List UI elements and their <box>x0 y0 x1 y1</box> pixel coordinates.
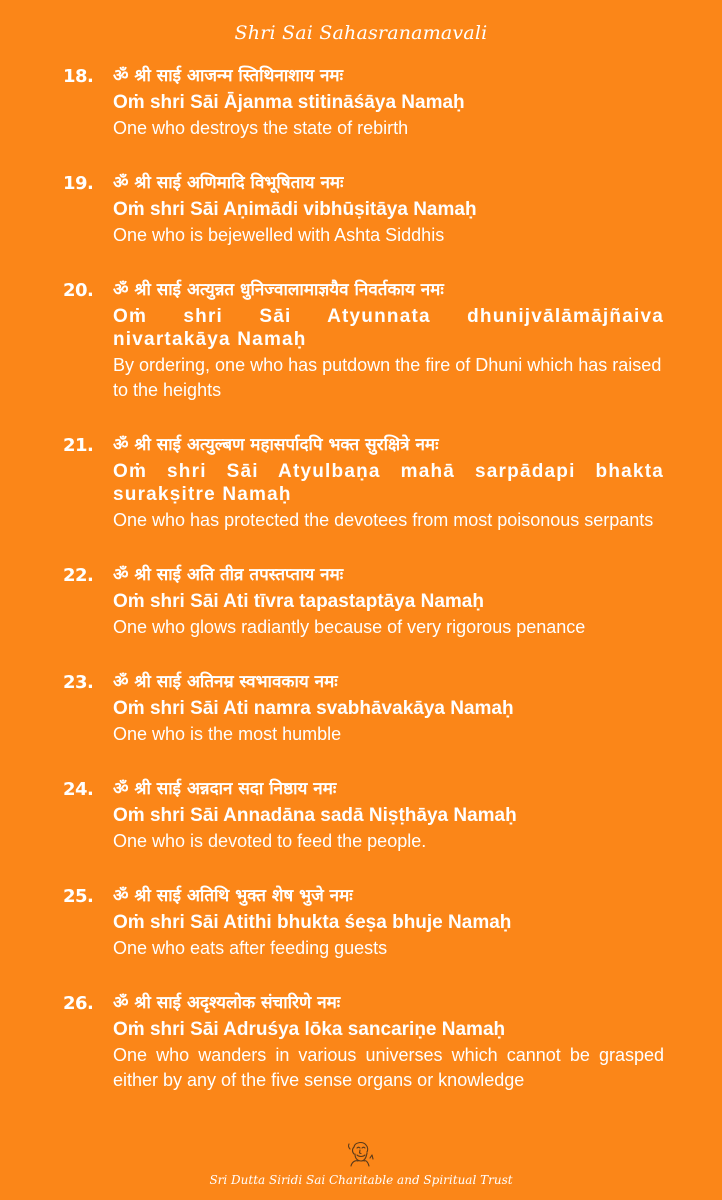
devanagari-line: ॐ श्री साई अत्युल्बण महासर्पादपि भक्त सुरक्षित्रे नमः <box>113 435 439 455</box>
devanagari-line: ॐ श्री साई अति तीव्र तपस्तप्ताय नमः <box>113 565 344 585</box>
entry-number: 25. <box>63 886 94 907</box>
entry-number: 21. <box>63 435 94 456</box>
entry-number: 18. <box>63 66 94 87</box>
devanagari-line: ॐ श्री साई अतिथि भुक्त शेष भुजे नमः <box>113 886 353 906</box>
name-entry-23 <box>0 669 722 747</box>
name-entry-24 <box>0 776 722 854</box>
entries-list <box>0 63 722 1093</box>
transliteration-line: Oṁ shri Sāi Atithi bhukta śeṣa bhuje Namaḥ <box>113 912 512 933</box>
transliteration-line: Oṁ shri Sāi Ati tīvra tapastaptāya Namaḥ <box>113 591 484 612</box>
transliteration-line: Oṁ shri Sāi Annadāna sadā Niṣṭhāya Namaḥ <box>113 805 517 826</box>
meaning-line: One who wanders in various universes which cannot be grasped either by any of the five sense organs or knowledge <box>113 1045 664 1090</box>
meaning-line: One who glows radiantly because of very rigorous penance <box>113 617 586 637</box>
transliteration-line: Oṁ shri Sāi Adruśya lōka sancariṇe Namaḥ <box>113 1019 506 1040</box>
name-entry-22 <box>0 562 722 640</box>
name-entry-18 <box>0 63 722 141</box>
entry-number: 26. <box>63 993 94 1014</box>
name-entry-19 <box>0 170 722 248</box>
entry-number: 24. <box>63 779 94 800</box>
entry-number: 19. <box>63 173 94 194</box>
meaning-line: One who has protected the devotees from most poisonous serpants <box>113 510 654 530</box>
footer-trust-name: Sri Dutta Siridi Sai Charitable and Spiritual Trust <box>209 1173 513 1187</box>
name-entry-25 <box>0 883 722 961</box>
name-entry-21 <box>0 432 722 533</box>
name-entry-26 <box>0 990 722 1093</box>
entry-number: 20. <box>63 280 94 301</box>
devanagari-line: ॐ श्री साई अणिमादि विभूषिताय नमः <box>113 173 344 193</box>
devanagari-line: ॐ श्री साई अन्नदान सदा निष्ठाय नमः <box>113 779 337 799</box>
devanagari-line: ॐ श्री साई अदृश्यलोक संचारिणे नमः <box>113 993 341 1013</box>
transliteration-line: Oṁ shri Sāi Aṇimādi vibhūṣitāya Namaḥ <box>113 199 477 220</box>
transliteration-line: Oṁ shri Sāi Atyulbaṇa mahā sarpādapi bhakta surakṣitre Namaḥ <box>113 461 664 505</box>
meaning-line: One who eats after feeding guests <box>113 938 388 958</box>
entry-number: 23. <box>63 672 94 693</box>
meaning-line: One who destroys the state of rebirth <box>113 118 409 138</box>
meaning-line: One who is the most humble <box>113 724 342 744</box>
devanagari-line: ॐ श्री साई आजन्म स्तिथिनाशाय नमः <box>113 66 344 86</box>
transliteration-line: Oṁ shri Sāi Ati namra svabhāvakāya Namaḥ <box>113 698 514 719</box>
name-entry-20 <box>0 277 722 403</box>
entry-number: 22. <box>63 565 94 586</box>
sai-baba-portrait-icon <box>346 1138 374 1168</box>
transliteration-line: Oṁ shri Sāi Ājanma stitināśāya Namaḥ <box>113 92 465 113</box>
page-title: Shri Sai Sahasranamavali <box>234 22 488 44</box>
devanagari-line: ॐ श्री साई अतिनम्र स्वभावकाय नमः <box>113 672 338 692</box>
devanagari-line: ॐ श्री साई अत्युन्नत धुनिज्वालामाज्ञयैव निवर्तकाय नमः <box>113 280 444 300</box>
meaning-line: One who is devoted to feed the people. <box>113 831 427 851</box>
transliteration-line: Oṁ shri Sāi Atyunnata dhunijvālāmājñaiva nivartakāya Namaḥ <box>113 306 664 350</box>
meaning-line: By ordering, one who has putdown the fire of Dhuni which has raised to the heights <box>113 355 662 400</box>
meaning-line: One who is bejewelled with Ashta Siddhis <box>113 225 445 245</box>
